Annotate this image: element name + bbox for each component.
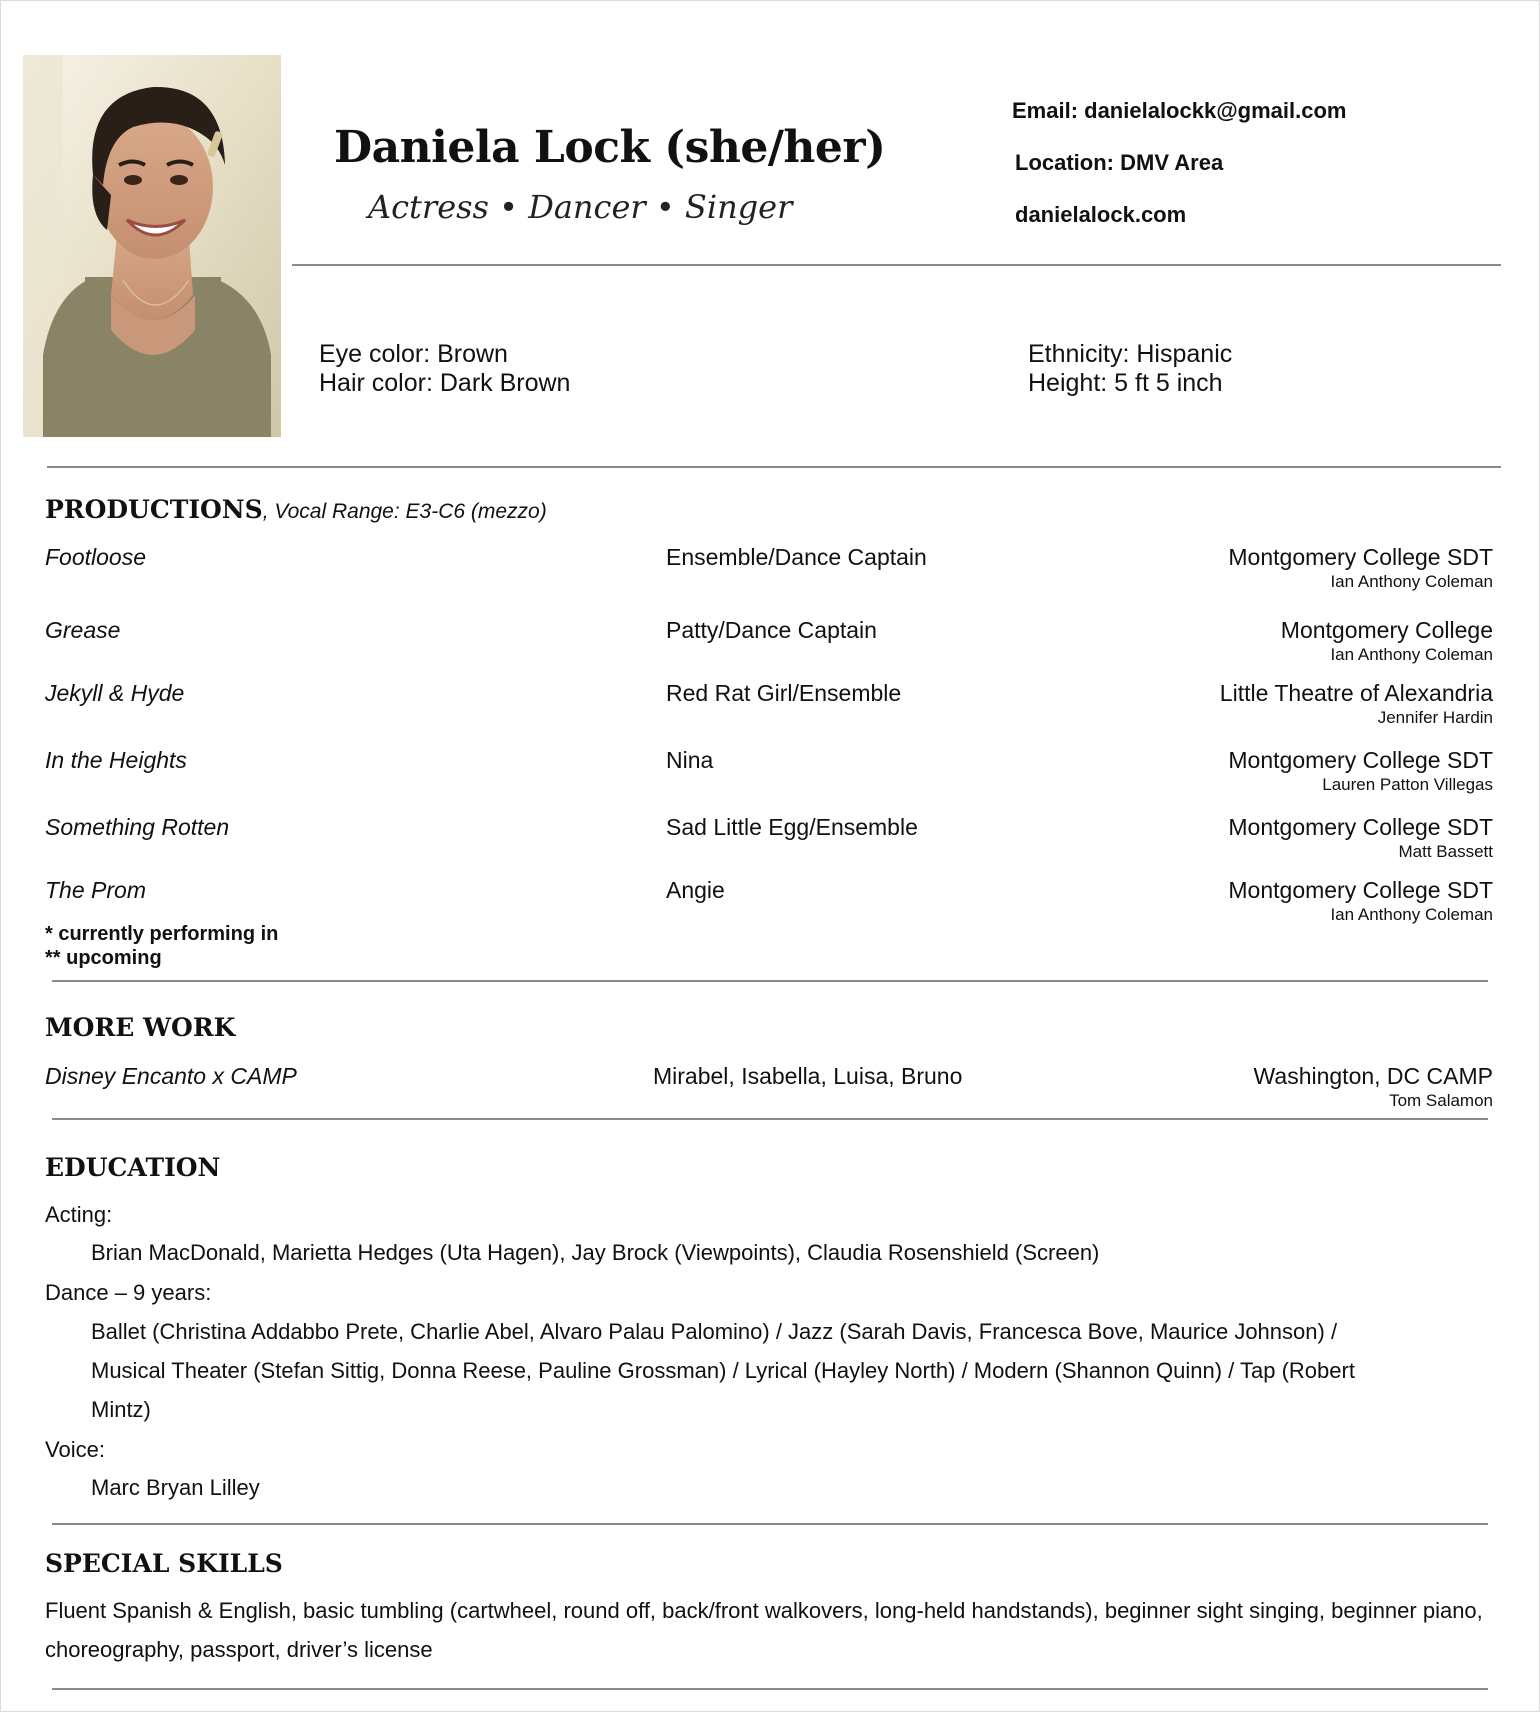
- contact-email[interactable]: Email: danielalockk@gmail.com: [1012, 98, 1347, 123]
- production-director: Matt Bassett: [1398, 842, 1493, 861]
- production-role: Angie: [666, 877, 725, 903]
- production-venue: Montgomery College SDT: [1228, 747, 1493, 773]
- production-role: Nina: [666, 747, 714, 773]
- production-title: Something Rotten: [45, 814, 230, 840]
- production-title: Jekyll & Hyde: [45, 680, 185, 706]
- production-role: Ensemble/Dance Captain: [666, 544, 927, 570]
- production-venue: Montgomery College SDT: [1228, 877, 1493, 903]
- education-acting-text: Brian MacDonald, Marietta Hedges (Uta Hagen), Jay Brock (Viewpoints), Claudia Rosenshield (Screen): [91, 1240, 1100, 1265]
- education-voice-label: Voice:: [45, 1437, 105, 1462]
- production-row: [45, 680, 1493, 740]
- production-row: [45, 544, 1493, 604]
- education-dance-text: Ballet (Christina Addabbo Prete, Charlie Abel, Alvaro Palau Palomino) / Jazz (Sarah Davis, Francesca Bove, Maurice Johnson) / Musical Theater (Stefan Sittig, Donna Reese, Pauline Grossman) / Lyrical (Hayley North) / Modern (Shannon Quinn) / Tap (Robert Mintz): [91, 1319, 1355, 1422]
- productions-title: PRODUCTIONS: [45, 495, 263, 524]
- more-work-row: [45, 1063, 1493, 1123]
- more-work-divider: [52, 1118, 1488, 1120]
- education-voice-text: Marc Bryan Lilley: [91, 1475, 260, 1500]
- attribute-eye-color: Eye color: Brown: [319, 340, 508, 368]
- production-row: [45, 814, 1493, 874]
- header-divider: [292, 264, 1501, 266]
- legend-current: * currently performing in: [45, 923, 279, 945]
- headshot-photo: [23, 55, 281, 437]
- candidate-name: Daniela Lock (she/her): [334, 122, 886, 173]
- production-director: Ian Anthony Coleman: [1330, 645, 1493, 664]
- production-director: Jennifer Hardin: [1377, 708, 1493, 727]
- contact-location: Location: DMV Area: [1015, 150, 1224, 175]
- contact-website[interactable]: danielalock.com: [1015, 202, 1187, 227]
- production-role: Sad Little Egg/Ensemble: [666, 814, 918, 840]
- production-title: In the Heights: [45, 747, 187, 773]
- production-venue: Montgomery College: [1280, 617, 1493, 643]
- production-title: The Prom: [45, 877, 146, 903]
- production-director: Ian Anthony Coleman: [1330, 905, 1493, 924]
- production-row: [45, 617, 1493, 677]
- education-dance-label: Dance – 9 years:: [45, 1280, 212, 1305]
- legend-upcoming: ** upcoming: [45, 947, 162, 969]
- production-venue: Little Theatre of Alexandria: [1219, 680, 1493, 706]
- productions-heading: [45, 495, 547, 524]
- education-acting-label: Acting:: [45, 1202, 113, 1227]
- attribute-height: Height: 5 ft 5 inch: [1028, 369, 1223, 397]
- more-work-director: Tom Salamon: [1389, 1091, 1493, 1110]
- skills-divider: [52, 1688, 1488, 1690]
- tagline: Actress • Dancer • Singer: [368, 188, 793, 226]
- more-work-role: Mirabel, Isabella, Luisa, Bruno: [653, 1063, 963, 1089]
- production-venue: Montgomery College SDT: [1228, 814, 1493, 840]
- attribute-ethnicity: Ethnicity: Hispanic: [1028, 340, 1233, 368]
- skills-text: Fluent Spanish & English, basic tumbling (cartwheel, round off, back/front walkovers, long-held handstands), beginner sight singing, beginner piano, choreography, passport, driver’s license: [45, 1598, 1483, 1662]
- production-title: Footloose: [45, 544, 147, 570]
- production-venue: Montgomery College SDT: [1228, 544, 1493, 570]
- production-director: Ian Anthony Coleman: [1330, 572, 1493, 591]
- education-heading: EDUCATION: [45, 1153, 221, 1182]
- production-role: Patty/Dance Captain: [666, 617, 877, 643]
- production-row: [45, 747, 1493, 807]
- more-work-heading: MORE WORK: [45, 1013, 236, 1042]
- production-title: Grease: [45, 617, 121, 643]
- attributes-divider: [47, 466, 1501, 468]
- productions-divider: [52, 980, 1488, 982]
- more-work-title: Disney Encanto x CAMP: [45, 1063, 297, 1089]
- more-work-venue: Washington, DC CAMP: [1253, 1063, 1493, 1089]
- education-divider: [52, 1523, 1488, 1525]
- production-role: Red Rat Girl/Ensemble: [666, 680, 902, 706]
- production-director: Lauren Patton Villegas: [1322, 775, 1493, 794]
- attribute-hair-color: Hair color: Dark Brown: [319, 369, 571, 397]
- vocal-range: , Vocal Range: E3-C6 (mezzo): [262, 500, 547, 523]
- skills-heading: SPECIAL SKILLS: [45, 1549, 283, 1578]
